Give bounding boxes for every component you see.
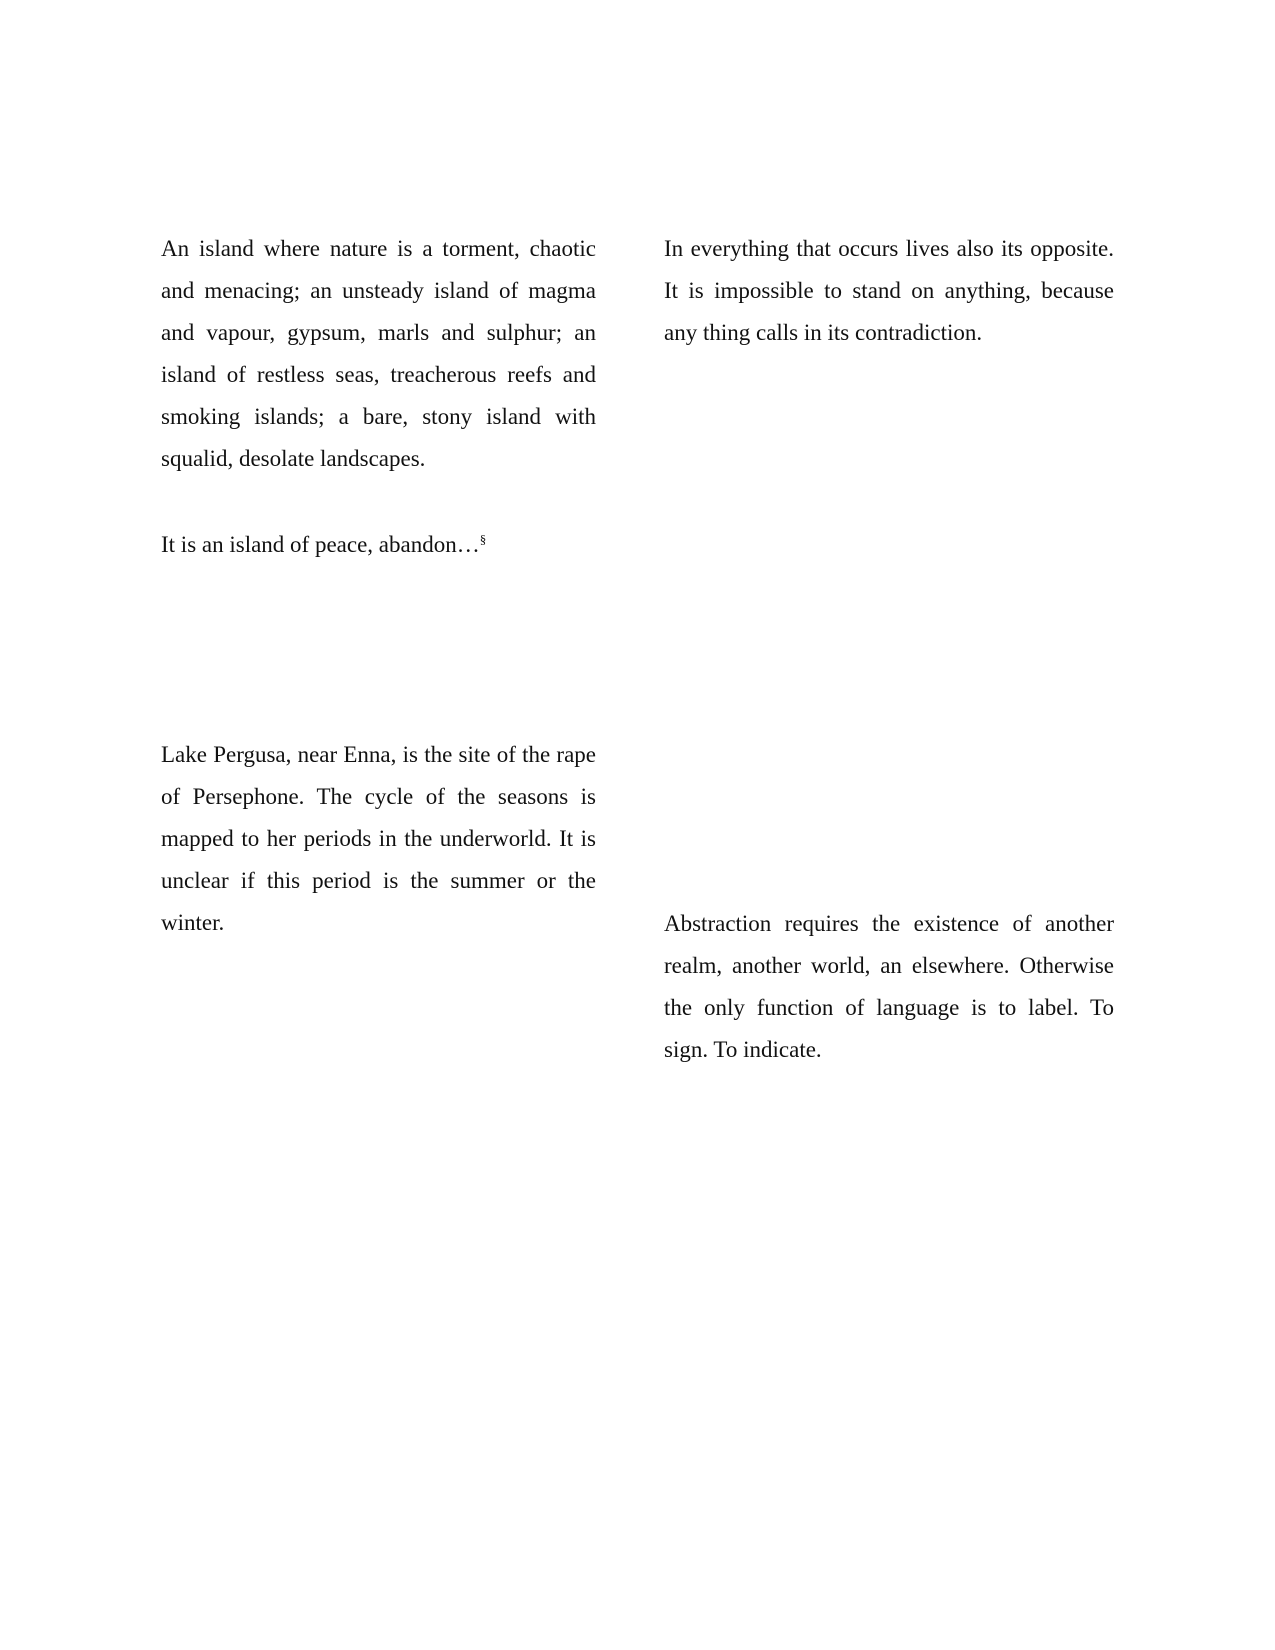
pergusa-paragraph: Lake Pergusa, near Enna, is the site of the rape of Persephone. The cycle of the seasons is mapped to her periods in the underworld. It is unclear if this period is the summer or the winter. xyxy=(161,742,596,935)
footnote-mark: § xyxy=(479,531,487,547)
island-paragraph: An island where nature is a torment, chaotic and menacing; an unsteady island of magma and vapour, gypsum, marls and sulphur; an island of restless seas, treacherous reefs and smoking islands; a bare, stony island with squalid, desolate landscapes. xyxy=(161,236,596,471)
peace-paragraph-text: It is an island of peace, abandon… xyxy=(161,532,480,557)
abstraction-paragraph: Abstraction requires the existence of another realm, another world, an elsewhere. Otherwise the only function of language is to label. To sign. To indicate. xyxy=(664,911,1114,1062)
peace-paragraph xyxy=(161,524,596,566)
opposite-paragraph: In everything that occurs lives also its opposite. It is impossible to stand on anything, because any thing calls in its contradiction. xyxy=(664,236,1114,345)
